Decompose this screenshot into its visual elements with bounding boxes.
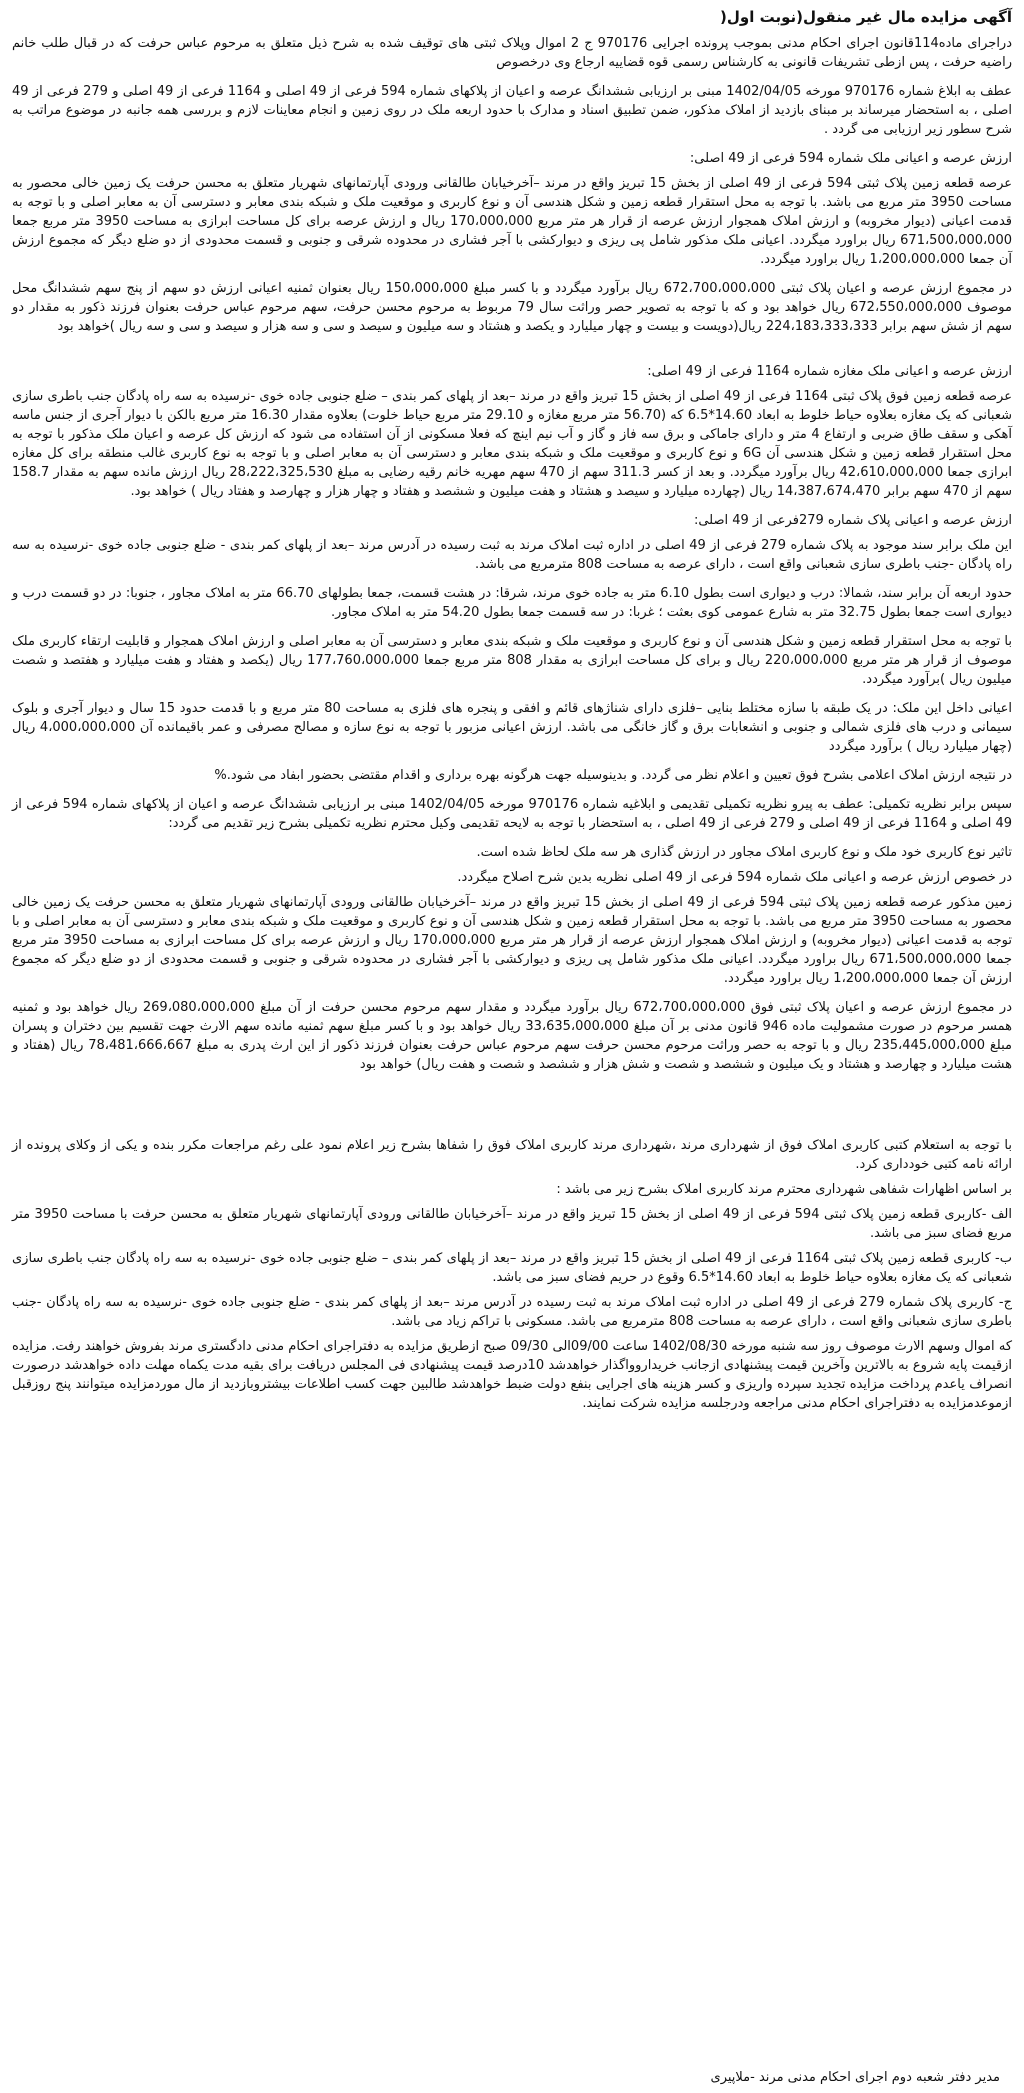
land-use-item-alef: الف -کاربری قطعه زمین پلاک ثبتی 594 فرعی از 49 اصلی از بخش 15 تبریز واقع در مرند –آخرخیابان طالقانی ورودی آپارتمانهای شهریار متعلق به محسن حرفت با مساحت 3950 متر مربع فضای سبز می باشد. — [12, 1207, 1012, 1241]
plot-279-boundaries-paragraph: حدود اربعه آن برابر سند، شمالا: درب و دیواری است بطول 6.10 متر به جاده خوی مرند، شرقا: در هشت قسمت، جمعا بطولهای 66.70 متر به املاک مجاور ، جنوبا: در دو قسمت درب و دیواری است جمعا بطول 32.75 متر به شارع عمومی کوی بعثت ؛ غربا: در سه قسمت جمعا بطول 54.20 متر به املاک مجاور. — [12, 586, 1012, 620]
expert-referral-paragraph: عطف به ابلاغ شماره 970176 مورخه 1402/04/05 مبنی بر ارزیابی ششدانگ عرصه و اعیان از پلاکهای شماره 594 فرعی از 49 اصلی و 1164 فرعی از 49 اصلی و 279 فرعی از 49 اصلی ، به استحضار میرساند بر مبنای بازدید از املاک مذکور، ضمن تطبیق اسناد و مدارک با حدود اربعه ملک در روی زمین و انجام معاینات لازم و بررسی همه جانبه در موضوع مراتب به شرح سطور زیر ارزیابی می گردد . — [12, 84, 1012, 137]
heading-plot-594: ارزش عرصه و اعیانی ملک شماره 594 فرعی از 49 اصلی: — [689, 151, 1012, 166]
municipality-statement-paragraph: بر اساس اظهارات شفاهی شهرداری محترم مرند کاربری املاک بشرح زیر می باشد : — [556, 1182, 1012, 1197]
heading-plot-1164: ارزش عرصه و اعیانی ملک مغازه شماره 1164 فرعی از 49 اصلی: — [647, 364, 1012, 379]
municipality-inquiry-paragraph: با توجه به استعلام کتبی کاربری املاک فوق از شهرداری مرند ،شهرداری مرند کاربری املاک فوق را شفاها بشرح زیر اعلام نمود علی رغم مراجعات مکرر بنده و یکی از وکلای پرونده از ارائه نامه کتبی خودداری کرد. — [12, 1138, 1012, 1172]
plot-594-total-paragraph: در مجموع ارزش عرصه و اعیان پلاک ثبتی 672،700،000،000 ریال برآورد میگردد و با کسر مبلغ 150،000،000 ریال بعنوان ثمنیه اعیانی ارزش دو سهم از پنج سهم ششدانگ محل موصوف 672،550،000،000 ریال خواهد بود و که با توجه به تصویر حصر وراثت سال 79 مربوط به مرحوم محسن حرفت، سهم مرحوم عباس حرفت بعنوان فرزند ذکور به مقدار دو سهم از شش سهم برابر 224،183،333،333 ریال(دویست و بیست و چهار میلیارد و یکصد و هشتاد و سه میلیون و سیصد و سی و سه هزار و سیصد و سی و سه ریال )خواهد بود — [12, 281, 1012, 334]
supplementary-opinion-paragraph: سپس برابر نظریه تکمیلی: عطف به پیرو نظریه تکمیلی تقدیمی و ابلاغیه شماره 970176 مورخه 1402/04/05 مبنی بر ارزیابی ششدانگ عرصه و اعیان از پلاکهای شماره 594 فرعی از 49 اصلی و 1164 فرعی از 49 اصلی و 279 فرعی از 49 اصلی ، به استحضار با توجه به لایحه تقدیمی وکیل محترم نظریه تکمیلی بشرح زیر تقدیم می گردد: — [12, 797, 1012, 831]
land-use-item-be: ب- کاربری قطعه زمین پلاک ثبتی 1164 فرعی از 49 اصلی از بخش 15 تبریز واقع در مرند –بعد از پلهای کمر بندی – ضلع جنوبی جاده خوی -نرسیده به سه راه پادگان جنب باطری سازی شعبانی که یک مغازه بعلاوه حیاط خلوط به ابعاد 14.60*6.5 وقوع در حریم فضای سبز می باشد. — [12, 1251, 1012, 1285]
land-use-effect-paragraph: تاثیر نوع کاربری خود ملک و نوع کاربری املاک مجاور در ارزش گذاری هر سه ملک لحاظ شده است. — [476, 845, 1012, 860]
plot-279-land-value-paragraph: با توجه به محل استقرار قطعه زمین و شکل هندسی آن و نوع کاربری و موقعیت ملک و شبکه بندی معابر و دسترسی آن به معابر اصلی و ارزش املاک همجوار و قابلیت ارتقاء کاربری ملک موصوف از قرار هر متر مربع 220،000،000 ریال و برای کل مساحت ابرازی به مقدار 808 متر مربع جمعا 177،760،000،000 ریال (یکصد و هفتاد و هفت میلیارد و هفتصد و شصت میلیون ریال )برآورد میگردد. — [12, 634, 1013, 687]
plot-594-correction-heading: در خصوص ارزش عرصه و اعیانی ملک شماره 594 فرعی از 49 اصلی نظریه بدین شرح اصلاح میگردد. — [457, 870, 1012, 885]
plot-594-corrected-total-paragraph: در مجموع ارزش عرصه و اعیان پلاک ثبتی فوق 672،700،000،000 ریال برآورد میگردد و مقدار سهم مرحوم محسن حرفت از آن مبلغ 269،080،000،000 ریال خواهد بود و ثمنیه همسر مرحوم در صورت مشمولیت ماده 946 قانون مدنی بر آن مبلغ 33،635،000،000 ریال خواهد بود و با کسر مبلغ سهم ثمنیه مانده سهم الارث جهت تقسیم بین دختران و پسران مبلغ 235،445،000،000 ریال و با توجه به حصر وراثت مرحوم محسن حرفت سهم مرحوم عباس حرفت بعنوان فرزند ذکور از این ارث پدری به مبلغ 78،481،666،667 ریال (هفتاد و هشت میلیارد و چهارصد و هشتاد و یک میلیون و ششصد و شصت و شش هزار و ششصد و شصت و هفت ریال) خواهد بود — [12, 1000, 1012, 1072]
plot-594-corrected-land-paragraph: زمین مذکور عرصه قطعه زمین پلاک ثبتی 594 فرعی از 49 اصلی از بخش 15 تبریز واقع در مرند –آخرخیابان طالقانی ورودی آپارتمانهای شهریار متعلق به محسن حرفت یک زمین خالی محصور به مساحت 3950 متر مربع می باشد. با توجه به محل استقرار قطعه زمین و شکل هندسی آن و نوع کاربری و موقعیت ملک و شبکه بندی معابر و دسترسی آن به معابر اصلی و با توجه به قدمت اعیانی (دیوار مخروبه) و ارزش املاک همجوار ارزش عرصه از قرار هر متر مربع 170،000،000 ریال و ارزش عرصه برای کل مساحت ابرازی به مساحت 3950 متر مربع جمعا 671،500،000،000 ریال براورد میگردد. اعیانی ملک مذکور شامل پی ریزی و دیوارکشی با آجر فشاری در محدوده شرقی و جنوبی و قسمت محدودی از دو ضلع دیگر که مجموع ارزش آن جمعا 1،200،000،000 ریال براورد میگردد. — [12, 895, 1012, 986]
valuation-conclusion-paragraph: در نتیجه ارزش املاک اعلامی بشرح فوق تعیین و اعلام نظر می گردد. و بدینوسیله جهت هرگونه بهره برداری و اقدام مقتضی بحضور ابفاد می شود.% — [214, 768, 1012, 783]
auction-terms-paragraph: که اموال وسهم الارث موصوف روز سه شنبه مورخه 1402/08/30 ساعت 09/00الی 09/30 صبح ازطریق مزایده به دفتراجرای احکام مدنی دادگستری مرند بفروش خواهند رفت. مزایده ازقیمت پایه شروع به بالاترین وآخرین قیمت پیشنهادی ازجانب خریداروواگذار خواهدشد 10درصد قیمت پیشنهادی فی المجلس دریافت برای بقیه مدت یکماه مهلت داده خواهدشد درصورت انصراف یاعدم پرداخت مزایده تجدید سپرده واریزی و کسر هزینه های اجرایی بنفع دولت ضبط خواهدشد طالبین جهت کسب اطلاعات بیشتروبازدید از مال موردمزایده میتوانند پنج روزقبل ازموعدمزایده به دفتراجرای احکام مدنی مراجعه ودرجلسه مزایده شرکت نمایند. — [12, 1339, 1013, 1411]
signature-footer: مدیر دفتر شعبه دوم اجرای احکام مدنی مرند -ملاپیری — [710, 2070, 1000, 2085]
heading-plot-279: ارزش عرصه و اعیانی پلاک شماره 279فرعی از 49 اصلی: — [693, 513, 1012, 528]
plot-279-description-paragraph: این ملک برابر سند موجود به پلاک شماره 279 فرعی از 49 اصلی در اداره ثبت املاک مرند به ثبت رسیده در آدرس مرند –بعد از پلهای کمر بندی - ضلع جنوبی جاده خوی -نرسیده به سه راه پادگان -جنب باطری سازی شعبانی واقع است ، دارای عرصه به مساحت 808 مترمربع می باشد. — [12, 538, 1012, 572]
intro-paragraph: دراجرای ماده114قانون اجرای احکام مدنی بموجب پرونده اجرایی 970176 ج 2 اموال وپلاک ثبتی های توقیف شده به شرح ذیل متعلق به مرحوم عباس حرفت که در قبال طلب خانم راضیه حرفت ، پس ازطی تشریفات قانونی به کارشناس رسمی قوه قضاییه ارجاع وی درخصوص — [12, 36, 1012, 70]
plot-1164-paragraph: عرصه قطعه زمین فوق پلاک ثبتی 1164 فرعی از 49 اصلی از بخش 15 تبریز واقع در مرند –بعد از پلهای کمر بندی – ضلع جنوبی جاده خوی -نرسیده به سه راه پادگان جنب باطری سازی شعبانی که یک مغازه بعلاوه حیاط خلوط به ابعاد 14.60*6.5 که (56.70 متر مربع مغازه و 29.10 متر مربع حیاط خلوت) بعلاوه مقدار 16.30 متر مربع بالکن با دیوار آجری از جنس ماسه آهکی و سقف طاق ضربی و ارتفاع 4 متر و دارای جاماکی و برق سه فاز و گاز و آب نیم اینچ که فعلا مسکونی از آن استفاده می شود که ارزش کل عرصه و اعیان ملک مذکور با توجه به محل استقرار قطعه زمین و شکل هندسی آن 6G و نوع کاربری و موقعیت ملک و شبکه بندی معابر و دسترسی آن به معابر اصلی و با توجه به نوع کاربری غالب منطقه برای کل مغازه ابرازی جمعا 42،610،000،000 ریال برآورد میگردد. و بعد از کسر 311.3 سهم از 470 سهم مهریه خانم رقیه رضایی به مبلغ 28،222،325،530 ریال ارزش مانده سهم به مقدار 158.7 سهم از 470 سهم برابر 14،387،674،470 ریال (چهارده میلیارد و سیصد و هشتاد و هفت میلیون و ششصد و هفتاد و چهار هزار و چهارصد و هفتاد ریال ) خواهد بود. — [12, 389, 1012, 499]
notice-title: آگهی مزایده مال غیر منقول(نوبت اول( — [720, 8, 1012, 26]
plot-594-land-paragraph: عرصه قطعه زمین پلاک ثبتی 594 فرعی از 49 اصلی از بخش 15 تبریز واقع در مرند –آخرخیابان طالقانی ورودی آپارتمانهای شهریار متعلق به محسن حرفت یک زمین خالی محصور به مساحت 3950 متر مربع می باشد. با توجه به محل استقرار قطعه زمین و شکل هندسی آن و نوع کاربری و موقعیت ملک و شبکه بندی معابر و دسترسی آن به معابر اصلی و با توجه به قدمت اعیانی (دیوار مخروبه) و ارزش املاک همجوار ارزش عرصه از قرار هر متر مربع 170،000،000 ریال و ارزش عرصه برای کل مساحت ابرازی به مساحت 3950 متر مربع جمعا 671،500،000،000 ریال براورد میگردد. اعیانی ملک مذکور شامل پی ریزی و دیوارکشی با آجر فشاری در محدوده شرقی و جنوبی و قسمت محدودی از دو ضلع دیگر که مجموع ارزش آن جمعا 1،200،000،000 ریال براورد میگردد. — [12, 176, 1013, 267]
land-use-item-jim: ج- کاربری پلاک شماره 279 فرعی از 49 اصلی در اداره ثبت املاک مرند به ثبت رسیده در آدرس مرند –بعد از پلهای کمر بندی - ضلع جنوبی جاده خوی -نرسیده به سه راه پادگان -جنب باطری سازی شعبانی واقع است ، دارای عرصه به مساحت 808 مترمربع می باشد. مسکونی با تراکم زیاد می باشد. — [12, 1295, 1012, 1329]
plot-279-building-paragraph: اعیانی داخل این ملک: در یک طبقه با سازه مختلط بنایی –فلزی دارای شناژهای قائم و افقی و پنجره های فلزی به مساحت 80 متر مربع و با قدمت حدود 15 سال و دیوار آجری و بلوک سیمانی و درب های فلزی شمالی و جنوبی و انشعابات برق و گاز خانگی می باشد. ارزش اعیانی مزبور با توجه به نوع سازه و مصالح مصرفی و عمر باقیمانده آن 4،000،000،000 ریال (چهار میلیارد ریال ) برآورد میگردد — [12, 701, 1013, 754]
